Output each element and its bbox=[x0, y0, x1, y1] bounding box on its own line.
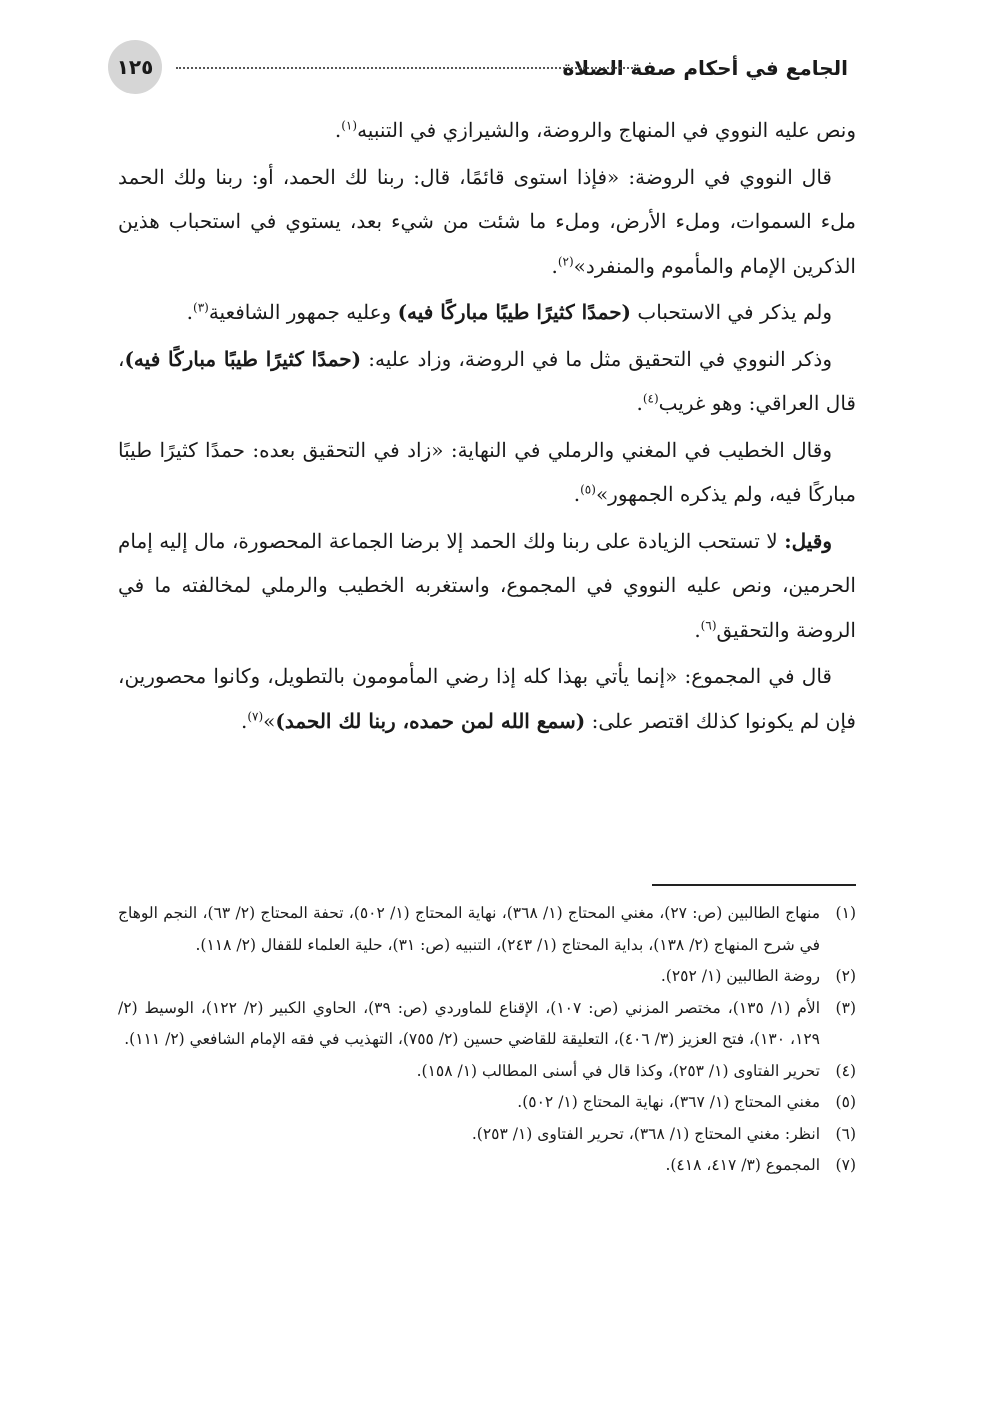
paragraph-4 bbox=[118, 337, 856, 426]
main-text bbox=[118, 108, 856, 745]
footnote-number: (٣) bbox=[835, 998, 856, 1017]
punctuation: . bbox=[573, 482, 581, 506]
footnote-text: الأم (١/ ١٣٥)، مختصر المزني (ص: ١٠٧)، الإقناع للماوردي (ص: ٣٩)، الحاوي الكبير (٢/ ١٢٢)، الوسيط (٢/ ١٢٩، ١٣٠)، فتح العزيز (٣/ ٤٠٦)، التعليقة للقاضي حسين (٢/ ٧٥٥)، التهذيب في فقه الإمام الشافعي (٢/ ١١١). bbox=[118, 998, 821, 1048]
paragraph-text: وعليه جمهور الشافعية bbox=[208, 300, 392, 324]
footnote-ref-7[interactable]: (٧) bbox=[247, 708, 264, 723]
footnote-4 bbox=[118, 1056, 856, 1088]
paragraph-text: ولم يذكر في الاستحباب bbox=[637, 300, 832, 324]
paragraph-text: قال في المجموع: «إنما يأتي بهذا كله إذا رضي المأمومون بالتطويل، وكانوا محصورين، فإن لم يكونوا كذلك اقتصر على: bbox=[118, 664, 856, 733]
footnote-text: المجموع (٣/ ٤١٧، ٤١٨). bbox=[665, 1156, 820, 1174]
paragraph-3 bbox=[118, 290, 856, 335]
footnote-ref-2[interactable]: (٢) bbox=[557, 253, 574, 268]
bold-lead: وقيل: bbox=[784, 528, 833, 553]
footnote-ref-6[interactable]: (٦) bbox=[700, 617, 717, 632]
paragraph-text: وقال الخطيب في المغني والرملي في النهاية: «زاد في التحقيق بعده: حمدًا كثيرًا طيبًا مباركًا فيه، ولم يذكره الجمهور» bbox=[118, 437, 856, 506]
paragraph-text: ، قال العراقي: وهو غريب bbox=[118, 346, 856, 415]
footnote-number: (٦) bbox=[835, 1124, 856, 1143]
punctuation: . bbox=[334, 118, 342, 142]
footnote-number: (٢) bbox=[835, 967, 856, 985]
footnote-7 bbox=[118, 1150, 856, 1182]
footnote-text: منهاج الطالبين (ص: ٢٧)، مغني المحتاج (١/ ٣٦٨)، نهاية المحتاج (١/ ٥٠٢)، تحفة المحتاج (٢/ ٦٣)، النجم الوهاج في شرح المنهاج (٢/ ١٣٨)، بداية المحتاج (١/ ٢٤٣)، التنبيه (ص: ٣١)، حلية العلماء للقفال (٢/ ١١٨). bbox=[118, 904, 820, 954]
footnote-number: (٤) bbox=[835, 1061, 856, 1080]
paragraph-7 bbox=[118, 654, 856, 743]
paragraph-6 bbox=[118, 519, 856, 653]
footnote-text: تحرير الفتاوى (١/ ٢٥٣)، وكذا قال في أسنى المطالب (١/ ١٥٨). bbox=[416, 1061, 820, 1080]
paragraph-text: قال النووي في الروضة: «فإذا استوى قائمًا، قال: ربنا لك الحمد، أو: ربنا ولك الحمد ملء السموات، وملء الأرض، وملء ما شئت من شيء بعد، يستوي في استحباب هذين الذكرين الإمام والمأموم والمنفرد» bbox=[118, 164, 856, 278]
punctuation: . bbox=[551, 253, 558, 278]
footnote-3 bbox=[118, 993, 856, 1056]
footnote-number: (١) bbox=[835, 904, 856, 922]
bold-quote: (حمدًا كثيرًا طيبًا مباركًا فيه) bbox=[124, 346, 362, 371]
paragraph-text: ونص عليه النووي في المنهاج والروضة، والشيرازي في التنبيه bbox=[357, 118, 856, 142]
footnote-6 bbox=[118, 1119, 856, 1151]
bold-quote: (سمع الله لمن حمده، ربنا لك الحمد) bbox=[275, 708, 586, 733]
page-number: ١٢٥ bbox=[108, 40, 162, 94]
footnote-ref-1[interactable]: (١) bbox=[341, 118, 358, 133]
footnote-text: روضة الطالبين (١/ ٢٥٢). bbox=[660, 967, 820, 985]
punctuation: . bbox=[636, 391, 643, 415]
paragraph-text: وذكر النووي في التحقيق مثل ما في الروضة، وزاد عليه: bbox=[368, 346, 832, 371]
footnote-number: (٥) bbox=[835, 1093, 856, 1111]
punctuation: . bbox=[240, 708, 248, 733]
paragraph-1 bbox=[118, 108, 856, 153]
footnote-5 bbox=[118, 1087, 856, 1119]
footnote-separator bbox=[652, 884, 856, 886]
footnote-ref-4[interactable]: (٤) bbox=[642, 391, 659, 406]
paragraph-text: لا تستحب الزيادة على ربنا ولك الحمد إلا برضا الجماعة المحصورة، مال إليه إمام الحرمين، ونص عليه النووي في المجموع، واستغربه الخطيب والرملي لمخالفته ما في الروضة والتحقيق bbox=[118, 528, 856, 642]
paragraph-text: » bbox=[263, 708, 276, 733]
footnote-number: (٧) bbox=[835, 1156, 856, 1174]
footnote-2 bbox=[118, 961, 856, 993]
footnote-ref-5[interactable]: (٥) bbox=[580, 482, 596, 497]
punctuation: . bbox=[186, 300, 193, 324]
book-title: الجامع في أحكام صفة الصلاة bbox=[562, 56, 848, 80]
header-dotted-leader bbox=[176, 67, 636, 69]
footnote-text: انظر: مغني المحتاج (١/ ٣٦٨)، تحرير الفتاوى (١/ ٢٥٣). bbox=[471, 1124, 820, 1143]
footnotes bbox=[118, 898, 856, 1182]
page-header bbox=[108, 40, 860, 96]
footnote-ref-3[interactable]: (٣) bbox=[193, 300, 209, 315]
paragraph-5 bbox=[118, 428, 856, 517]
bold-quote: (حمدًا كثيرًا طيبًا مباركًا فيه) bbox=[397, 300, 632, 324]
punctuation: . bbox=[694, 617, 701, 642]
paragraph-2 bbox=[118, 155, 856, 289]
footnote-text: مغني المحتاج (١/ ٣٦٧)، نهاية المحتاج (١/ ٥٠٢). bbox=[517, 1093, 820, 1111]
footnote-1 bbox=[118, 898, 856, 961]
